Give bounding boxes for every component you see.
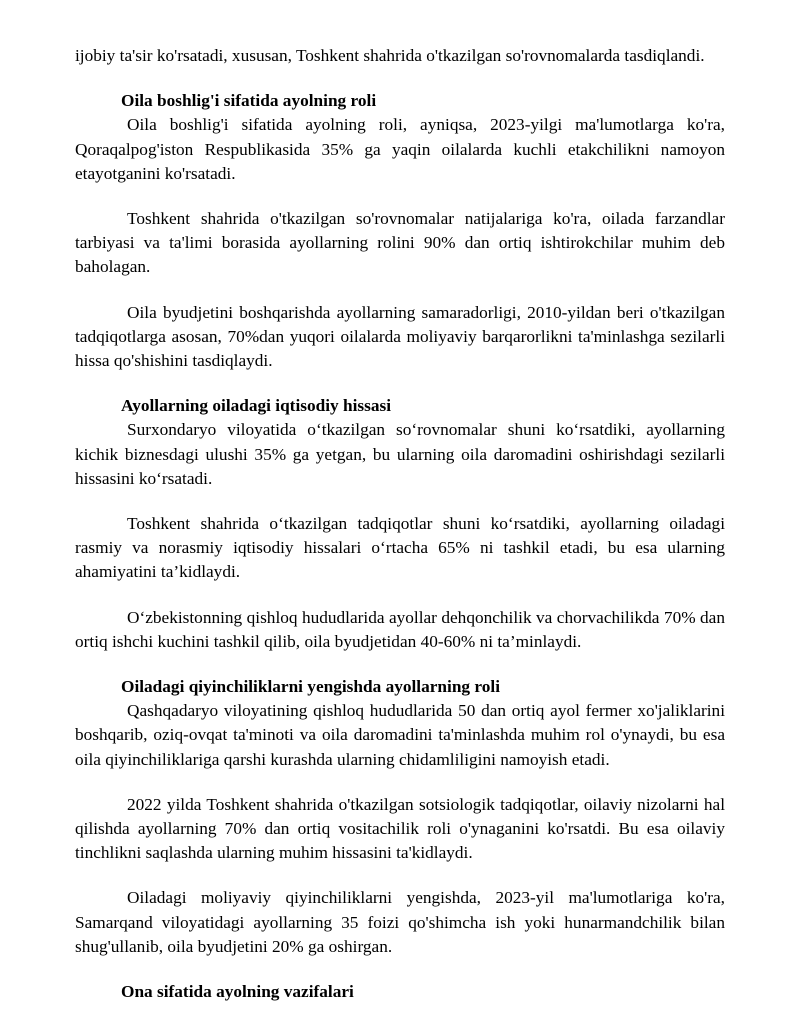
section-heading-economic-contribution: Ayollarning oiladagi iqtisodiy hissasi: [121, 396, 392, 416]
section-heading-head-of-family: Oila boshlig'i sifatida ayolning roli: [121, 91, 377, 111]
paragraph-gap: [75, 68, 725, 89]
paragraph-tashkent-mediation: 2022 yilda Toshkent shahrida o'tkazilgan sotsiologik tadqiqotlar, oilaviy nizolarni hal qilishda ayollarning 70% dan ortiq vositachilik roli o'ynaganini ko'rsatdi. Bu esa oilaviy tinchlikni saqlashda ularning muhim hissasini ta'kidlaydi.: [75, 794, 725, 863]
paragraph-tashkent-economic: Toshkent shahrida o‘tkazilgan tadqiqotlar shuni ko‘rsatdiki, ayollarning oiladagi rasmiy va norasmiy iqtisodiy hissalari o‘rtacha 65% ni tashkil etadi, bu esa ularning ahamiyatini ta’kidlaydi.: [75, 514, 725, 582]
paragraph-kashkadarya-farmers: Qashqadaryo viloyatining qishloq hududlarida 50 dan ortiq ayol fermer xo'jaliklarini boshqarib, oziq-ovqat ta'minoti va oila daromadini ta'minlashda muhim rol o'ynaydi, bu esa oila qiyinchiliklariga qarshi kurashda ularning chidamliligini namoyish etadi.: [75, 701, 725, 769]
document-page: [75, 44, 725, 1004]
paragraph-gap: [75, 491, 725, 512]
paragraph-gap: [75, 959, 725, 980]
paragraph-intro-continuation: ijobiy ta'sir ko'rsatadi, xususan, Toshkent shahrida o'tkazilgan so'rovnomalarda tasdiqlandi.: [75, 46, 705, 65]
paragraph-gap: [75, 373, 725, 394]
paragraph-gap: [75, 772, 725, 793]
paragraph-samarkand-finance: Oiladagi moliyaviy qiyinchiliklarni yengishda, 2023-yil ma'lumotlariga ko'ra, Samarqand viloyatidagi ayollarning 35 foizi qo'shimcha ish yoki hunarmandchilik bilan shug'ullanib, oila byudjetini 20% ga oshirgan.: [75, 888, 725, 956]
section-heading-mother-duties: Ona sifatida ayolning vazifalari: [121, 982, 354, 1002]
paragraph-gap: [75, 654, 725, 675]
paragraph-karakalpakstan-leadership: Oila boshlig'i sifatida ayolning roli, ayniqsa, 2023-yilgi ma'lumotlarga ko'ra, Qoraqalpog'iston Respublikasida 35% ga yaqin oilalarda kuchli etakchilikni namoyon etayotganini ko'rsatadi.: [75, 115, 725, 183]
section-heading-overcoming-difficulties: Oiladagi qiyinchiliklarni yengishda ayollarning roli: [121, 677, 500, 697]
paragraph-surkhandarya-business: Surxondaryo viloyatida o‘tkazilgan so‘rovnomalar shuni ko‘rsatdiki, ayollarning kichik biznesdagi ulushi 35% ga yetgan, bu ularning oila daromadini oshirishdagi sezilarli hissasini ko‘rsatadi.: [75, 420, 725, 488]
paragraph-gap: [75, 186, 725, 207]
paragraph-gap: [75, 865, 725, 886]
paragraph-family-budget: Oila byudjetini boshqarishda ayollarning samaradorligi, 2010-yildan beri o'tkazilgan tadqiqotlarga asosan, 70%dan yuqori oilalarda moliyaviy barqarorlikni ta'minlashga sezilarli hissa qo'shishini tasdiqlaydi.: [75, 302, 725, 371]
paragraph-gap: [75, 585, 725, 606]
paragraph-gap: [75, 280, 725, 301]
paragraph-tashkent-upbringing: Toshkent shahrida o'tkazilgan so'rovnomalar natijalariga ko'ra, oilada farzandlar tarbiyasi va ta'limi borasida ayollarning rolini 90% dan ortiq ishtirokchilar muhim deb baholagan.: [75, 209, 725, 277]
paragraph-rural-agriculture: O‘zbekistonning qishloq hududlarida ayollar dehqonchilik va chorvachilikda 70% dan ortiq ishchi kuchini tashkil qilib, oila byudjetidan 40-60% ni ta’minlaydi.: [75, 607, 725, 651]
